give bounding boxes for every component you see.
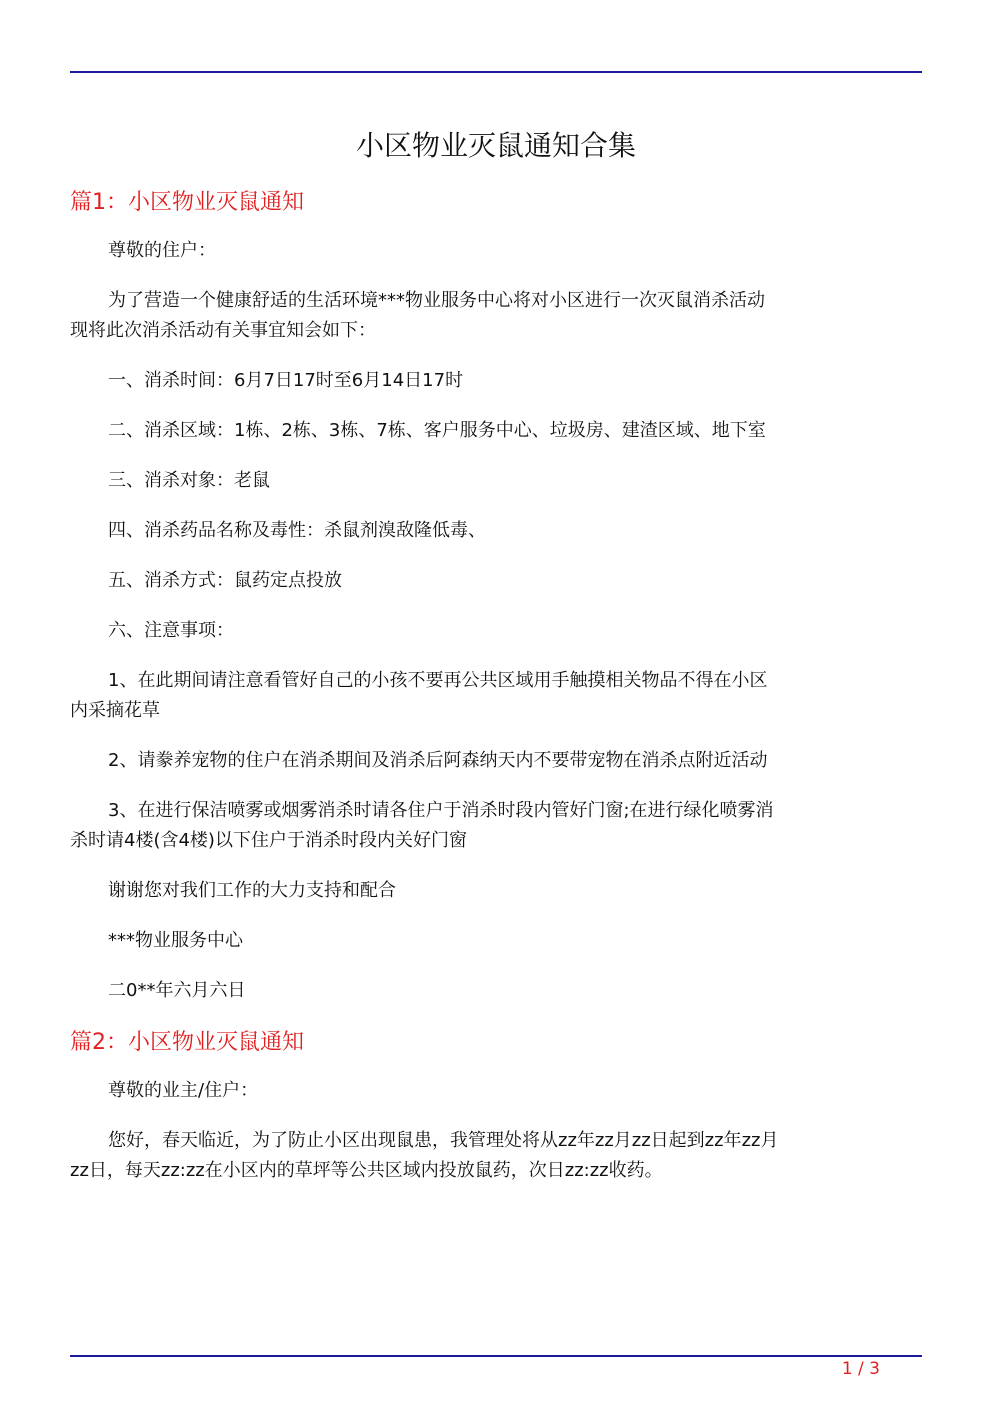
paragraph: 尊敬的住户： [108, 240, 216, 261]
document-body [70, 186, 780, 1206]
footer-rule [70, 1355, 922, 1357]
paragraph: 四、消杀药品名称及毒性：杀鼠剂溴敌隆低毒、 [108, 520, 486, 541]
paragraph: 1、在此期间请注意看管好自己的小孩不要再公共区域用手触摸相关物品不得在小区内采摘花草 [70, 670, 768, 721]
document-title: 小区物业灭鼠通知合集 [355, 129, 636, 162]
paragraph: 谢谢您对我们工作的大力支持和配合 [108, 880, 396, 901]
paragraph: 2、请豢养宠物的住户在消杀期间及消杀后阿森纳天内不要带宠物在消杀点附近活动 [108, 750, 768, 771]
paragraph: 三、消杀对象：老鼠 [108, 470, 270, 491]
header-rule [70, 71, 922, 73]
section-2-heading: 篇2：小区物业灭鼠通知 [70, 1030, 304, 1055]
section-1-heading: 篇1：小区物业灭鼠通知 [70, 190, 304, 215]
paragraph: 一、消杀时间：6月7日17时至6月14日17时 [108, 370, 464, 391]
paragraph: 3、在进行保洁喷雾或烟雾消杀时请各住户于消杀时段内管好门窗;在进行绿化喷雾消杀时请4楼(含4楼)以下住户于消杀时段内关好门窗 [70, 800, 774, 851]
paragraph: ***物业服务中心 [108, 930, 243, 951]
paragraph: 为了营造一个健康舒适的生活环境***物业服务中心将对小区进行一次灭鼠消杀活动现将此次消杀活动有关事宜知会如下： [70, 290, 765, 341]
paragraph: 五、消杀方式：鼠药定点投放 [108, 570, 342, 591]
paragraph: 尊敬的业主/住户： [108, 1080, 259, 1101]
paragraph: 二、消杀区域：1栋、2栋、3栋、7栋、客户服务中心、垃圾房、建渣区域、地下室 [108, 420, 766, 441]
paragraph: 二0**年六月六日 [108, 980, 246, 1001]
page-number: 1 / 3 [841, 1359, 880, 1379]
paragraph: 六、注意事项： [108, 620, 234, 641]
paragraph: 您好，春天临近，为了防止小区出现鼠患，我管理处将从zz年zz月zz日起到zz年zz月zz日，每天zz:zz在小区内的草坪等公共区域内投放鼠药，次日zz:zz收药。 [70, 1130, 779, 1181]
